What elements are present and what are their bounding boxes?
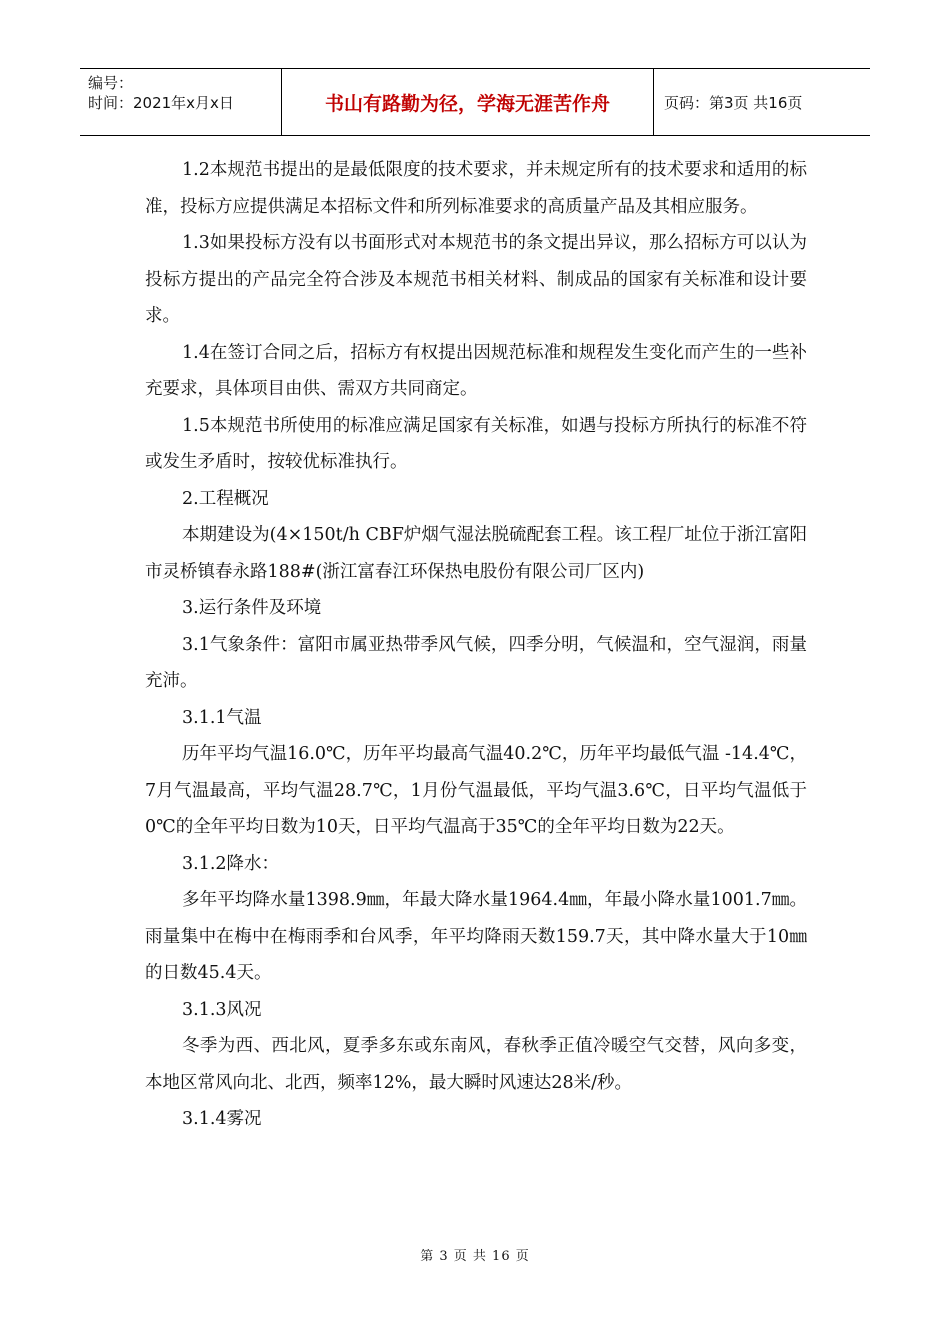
paragraph-precipitation: 多年平均降水量1398.9㎜，年最大降水量1964.4㎜，年最小降水量1001.7㎜。雨量集中在梅中在梅雨季和台风季，年平均降雨天数159.7天，其中降水量大于10㎜的日数45.4天。 xyxy=(145,890,807,983)
subheading-3-1-1: 3.1.1气温 xyxy=(182,707,262,728)
header-page-info: 页码：第3页 共16页 xyxy=(664,93,803,112)
subheading-3-1-2: 3.1.2降水： xyxy=(182,853,280,874)
header-meta xyxy=(80,69,282,135)
document-number-label: 编号： xyxy=(88,74,134,92)
document-body xyxy=(145,152,807,1138)
subheading-3-1-4: 3.1.4雾况 xyxy=(182,1109,262,1129)
paragraph-3-1: 3.1气象条件：富阳市属亚热带季风气候，四季分明，气候温和，空气湿润，雨量充沛。 xyxy=(145,634,807,691)
section-heading-2: 2.工程概况 xyxy=(182,488,269,509)
page-footer: 第 3 页 共 16 页 xyxy=(420,1249,530,1264)
paragraph-1-3: 1.3如果投标方没有以书面形式对本规范书的条文提出异议，那么招标方可以认为投标方提出的产品完全符合涉及本规范书相关材料、制成品的国家有关标准和设计要求。 xyxy=(145,233,807,326)
paragraph-temperature: 历年平均气温16.0℃，历年平均最高气温40.2℃，历年平均最低气温 -14.4℃，7月气温最高，平均气温28.7℃，1月份气温最低，平均气温3.6℃，日平均气温低于0℃的全年平均日数为10天，日平均气温高于35℃的全年平均日数为22天。 xyxy=(145,744,807,837)
paragraph-project-overview: 本期建设为(4×150t/h CBF炉烟气湿法脱硫配套工程。该工程厂址位于浙江富阳市灵桥镇春永路188#(浙江富春江环保热电股份有限公司厂区内) xyxy=(145,525,807,582)
document-date: 时间：2021年x月x日 xyxy=(88,94,234,112)
subheading-3-1-3: 3.1.3风况 xyxy=(182,999,262,1020)
paragraph-1-4: 1.4在签订合同之后，招标方有权提出因规范标准和规程发生变化而产生的一些补充要求，具体项目由供、需双方共同商定。 xyxy=(145,342,807,399)
paragraph-wind: 冬季为西、西北风，夏季多东或东南风，春秋季正值冷暖空气交替，风向多变，本地区常风向北、北西，频率12%，最大瞬时风速达28米/秒。 xyxy=(145,1036,807,1093)
page-header xyxy=(80,68,870,136)
section-heading-3: 3.运行条件及环境 xyxy=(182,598,322,618)
paragraph-1-2: 1.2本规范书提出的是最低限度的技术要求，并未规定所有的技术要求和适用的标准，投标方应提供满足本招标文件和所列标准要求的高质量产品及其相应服务。 xyxy=(145,160,807,217)
header-motto: 书山有路勤为径，学海无涯苦作舟 xyxy=(282,69,654,135)
paragraph-1-5: 1.5本规范书所使用的标准应满足国家有关标准，如遇与投标方所执行的标准不符或发生矛盾时，按较优标准执行。 xyxy=(145,415,807,472)
